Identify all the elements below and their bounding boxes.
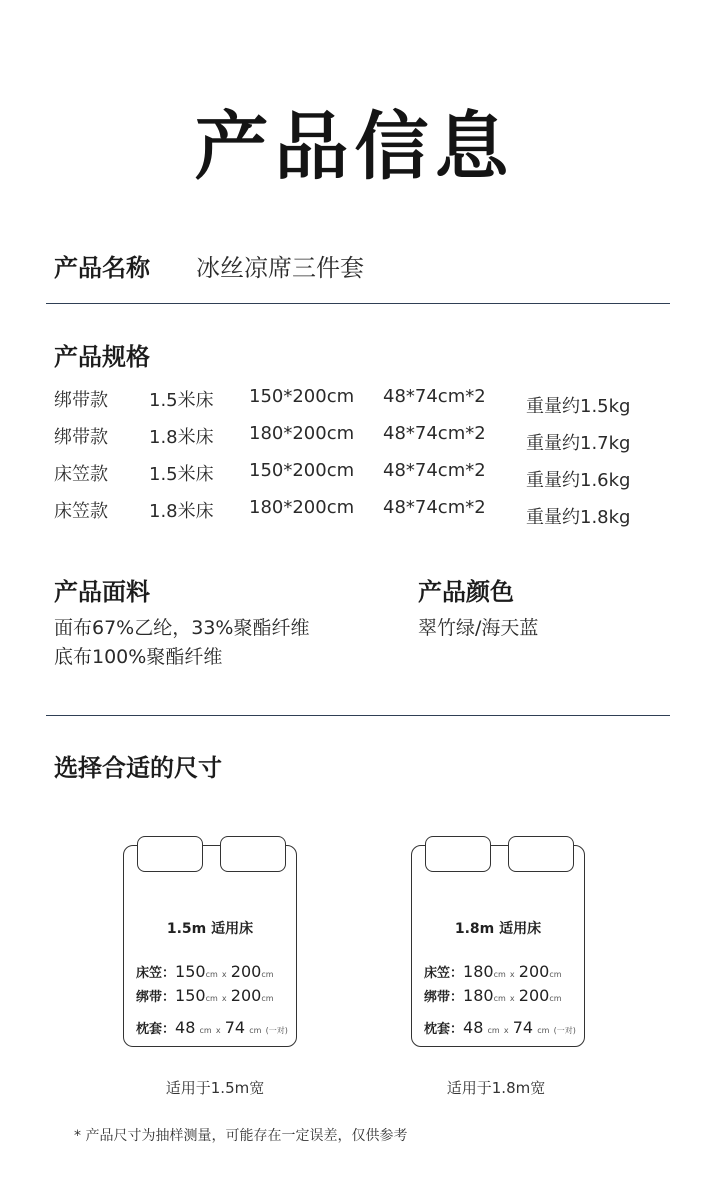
spec-mat-size: 150*200cm	[249, 386, 355, 407]
spec-weight: 重量约1.7kg	[526, 433, 631, 454]
spec-bed: 1.5米床	[149, 390, 214, 411]
product-name-value: 冰丝凉席三件套	[196, 254, 364, 282]
spec-weight: 重量约1.5kg	[526, 396, 631, 417]
strap-size-row: 绑带：150cm x 200cm	[136, 986, 274, 1005]
spec-pillow-size: 48*74cm*2	[383, 386, 486, 407]
page-title: 产品信息	[194, 104, 515, 190]
pillow-icon	[220, 836, 286, 872]
spec-pillow-size: 48*74cm*2	[383, 460, 486, 481]
divider-1	[46, 303, 670, 304]
product-name-label: 产品名称	[54, 254, 150, 282]
card-caption-1-8m: 适用于1.8m宽	[446, 1079, 546, 1097]
size-card-1-5m	[123, 845, 297, 1047]
card-title: 1.5m 适用床	[166, 921, 254, 937]
spec-pillow-size: 48*74cm*2	[383, 497, 486, 518]
strap-size-row: 绑带：180cm x 200cm	[424, 986, 562, 1005]
fitted-size-row: 床笠：150cm x 200cm	[136, 962, 274, 981]
spec-pillow-size: 48*74cm*2	[383, 423, 486, 444]
spec-type: 绑带款	[54, 390, 108, 411]
spec-type: 床笠款	[54, 464, 108, 485]
spec-type: 绑带款	[54, 427, 108, 448]
color-value: 翠竹绿/海天蓝	[418, 617, 539, 639]
material-line-2: 底布100%聚酯纤维	[54, 646, 223, 668]
spec-bed: 1.8米床	[149, 501, 214, 522]
size-heading: 选择合适的尺寸	[54, 754, 222, 782]
spec-mat-size: 150*200cm	[249, 460, 355, 481]
color-heading: 产品颜色	[418, 578, 514, 606]
fitted-size-row: 床笠：180cm x 200cm	[424, 962, 562, 981]
measurement-note: * 产品尺寸为抽样测量，可能存在一定误差，仅供参考	[74, 1128, 408, 1144]
spec-mat-size: 180*200cm	[249, 497, 355, 518]
specs-heading: 产品规格	[54, 343, 150, 371]
material-heading: 产品面料	[54, 578, 150, 606]
spec-weight: 重量约1.6kg	[526, 470, 631, 491]
spec-bed: 1.5米床	[149, 464, 214, 485]
spec-type: 床笠款	[54, 501, 108, 522]
card-caption-1-5m: 适用于1.5m宽	[165, 1079, 265, 1097]
card-title: 1.8m 适用床	[454, 921, 542, 937]
spec-weight: 重量约1.8kg	[526, 507, 631, 528]
size-card-1-8m	[411, 845, 585, 1047]
pillow-size-row: 枕套：48 cm x 74 cm (一对)	[424, 1018, 576, 1037]
spec-bed: 1.8米床	[149, 427, 214, 448]
material-line-1: 面布67%乙纶，33%聚酯纤维	[54, 617, 310, 639]
divider-2	[46, 715, 670, 716]
pillow-icon	[425, 836, 491, 872]
pillow-icon	[508, 836, 574, 872]
pillow-icon	[137, 836, 203, 872]
pillow-size-row: 枕套：48 cm x 74 cm (一对)	[136, 1018, 288, 1037]
spec-mat-size: 180*200cm	[249, 423, 355, 444]
